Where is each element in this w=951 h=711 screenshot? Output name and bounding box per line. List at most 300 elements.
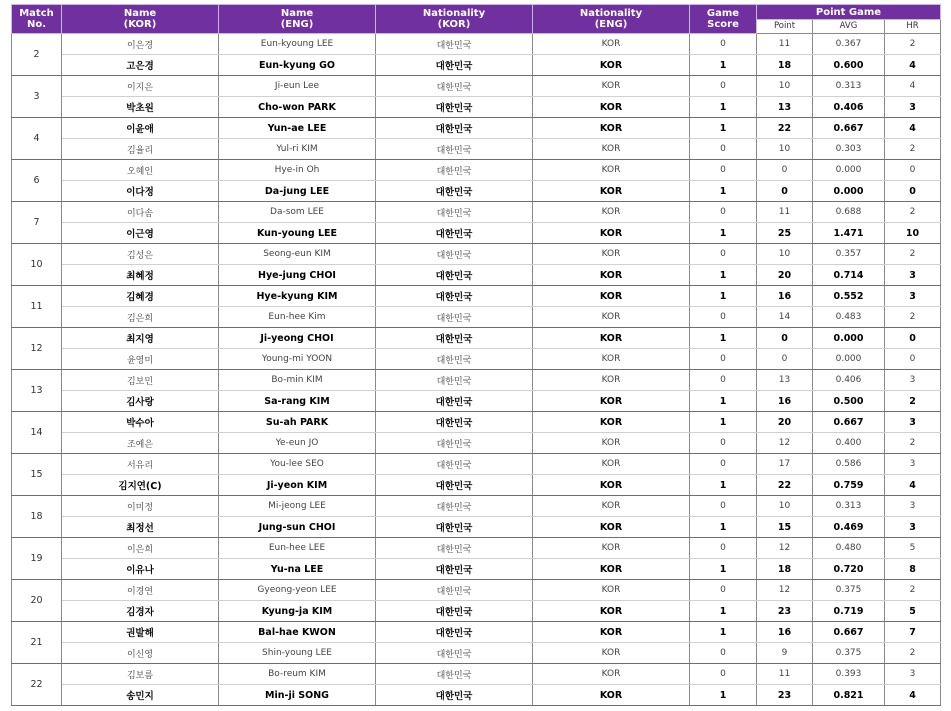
- cell-nationality-kor: 대한민국: [376, 202, 533, 223]
- cell-point: 13: [757, 97, 813, 118]
- cell-game-score: 1: [690, 622, 757, 643]
- cell-point: 16: [757, 622, 813, 643]
- cell-avg: 0.667: [813, 412, 885, 433]
- cell-hr: 10: [885, 223, 941, 244]
- cell-nationality-eng: KOR: [533, 97, 690, 118]
- cell-name-kor: 이은경: [62, 34, 219, 55]
- cell-nationality-eng: KOR: [533, 601, 690, 622]
- cell-avg: 0.000: [813, 160, 885, 181]
- table-row: [12, 97, 941, 118]
- cell-avg: 0.667: [813, 118, 885, 139]
- cell-name-kor: 이은희: [62, 538, 219, 559]
- cell-point: 20: [757, 412, 813, 433]
- cell-game-score: 0: [690, 244, 757, 265]
- cell-game-score: 1: [690, 118, 757, 139]
- cell-match-no: 4: [12, 118, 62, 160]
- cell-point: 12: [757, 538, 813, 559]
- cell-game-score: 1: [690, 412, 757, 433]
- cell-name-eng: Sa-rang KIM: [219, 391, 376, 412]
- table-row: [12, 580, 941, 601]
- cell-avg: 0.313: [813, 76, 885, 97]
- cell-nationality-eng: KOR: [533, 328, 690, 349]
- cell-point: 15: [757, 517, 813, 538]
- cell-nationality-eng: KOR: [533, 160, 690, 181]
- cell-point: 12: [757, 433, 813, 454]
- cell-name-kor: 고은경: [62, 55, 219, 76]
- cell-match-no: 11: [12, 286, 62, 328]
- cell-name-kor: 김율리: [62, 139, 219, 160]
- cell-name-kor: 최정선: [62, 517, 219, 538]
- cell-hr: 3: [885, 664, 941, 685]
- table-row: [12, 622, 941, 643]
- cell-name-kor: 김보름: [62, 664, 219, 685]
- cell-name-kor: 이윤애: [62, 118, 219, 139]
- cell-nationality-eng: KOR: [533, 223, 690, 244]
- cell-nationality-kor: 대한민국: [376, 391, 533, 412]
- cell-name-eng: Seong-eun KIM: [219, 244, 376, 265]
- cell-hr: 2: [885, 643, 941, 664]
- cell-avg: 0.000: [813, 181, 885, 202]
- cell-point: 18: [757, 55, 813, 76]
- cell-nationality-kor: 대한민국: [376, 181, 533, 202]
- table-row: [12, 328, 941, 349]
- cell-hr: 4: [885, 475, 941, 496]
- cell-nationality-kor: 대한민국: [376, 139, 533, 160]
- table-row: [12, 370, 941, 391]
- cell-name-eng: Da-som LEE: [219, 202, 376, 223]
- cell-hr: 2: [885, 580, 941, 601]
- cell-nationality-eng: KOR: [533, 307, 690, 328]
- cell-nationality-kor: 대한민국: [376, 622, 533, 643]
- table-row: [12, 391, 941, 412]
- cell-game-score: 0: [690, 433, 757, 454]
- cell-avg: 0.552: [813, 286, 885, 307]
- table-row: [12, 244, 941, 265]
- cell-avg: 0.600: [813, 55, 885, 76]
- cell-point: 0: [757, 328, 813, 349]
- cell-name-kor: 오혜인: [62, 160, 219, 181]
- table-row: [12, 286, 941, 307]
- cell-hr: 3: [885, 370, 941, 391]
- table-row: [12, 265, 941, 286]
- cell-name-eng: Shin-young LEE: [219, 643, 376, 664]
- cell-name-eng: You-lee SEO: [219, 454, 376, 475]
- cell-game-score: 1: [690, 559, 757, 580]
- cell-point: 16: [757, 391, 813, 412]
- cell-avg: 0.000: [813, 349, 885, 370]
- cell-point: 17: [757, 454, 813, 475]
- cell-nationality-kor: 대한민국: [376, 244, 533, 265]
- table-row: [12, 496, 941, 517]
- cell-point: 10: [757, 76, 813, 97]
- cell-game-score: 0: [690, 643, 757, 664]
- cell-game-score: 0: [690, 580, 757, 601]
- cell-match-no: 14: [12, 412, 62, 454]
- cell-nationality-eng: KOR: [533, 475, 690, 496]
- cell-name-kor: 조예은: [62, 433, 219, 454]
- cell-avg: 0.375: [813, 580, 885, 601]
- cell-avg: 0.303: [813, 139, 885, 160]
- table-row: [12, 538, 941, 559]
- cell-nationality-eng: KOR: [533, 118, 690, 139]
- cell-name-kor: 김은희: [62, 307, 219, 328]
- cell-point: 13: [757, 370, 813, 391]
- cell-hr: 2: [885, 34, 941, 55]
- table-row: [12, 118, 941, 139]
- cell-name-eng: Hye-kyung KIM: [219, 286, 376, 307]
- cell-name-kor: 윤영미: [62, 349, 219, 370]
- cell-nationality-kor: 대한민국: [376, 328, 533, 349]
- cell-game-score: 1: [690, 223, 757, 244]
- cell-nationality-kor: 대한민국: [376, 559, 533, 580]
- cell-game-score: 0: [690, 538, 757, 559]
- cell-name-eng: Eun-hee LEE: [219, 538, 376, 559]
- cell-point: 9: [757, 643, 813, 664]
- table-row: [12, 34, 941, 55]
- cell-avg: 0.357: [813, 244, 885, 265]
- cell-hr: 4: [885, 76, 941, 97]
- cell-point: 10: [757, 139, 813, 160]
- cell-nationality-eng: KOR: [533, 496, 690, 517]
- cell-game-score: 0: [690, 496, 757, 517]
- cell-nationality-kor: 대한민국: [376, 496, 533, 517]
- cell-nationality-kor: 대한민국: [376, 349, 533, 370]
- cell-name-eng: Yun-ae LEE: [219, 118, 376, 139]
- table-row: [12, 412, 941, 433]
- cell-nationality-eng: KOR: [533, 643, 690, 664]
- cell-nationality-kor: 대한민국: [376, 370, 533, 391]
- table-row: [12, 664, 941, 685]
- cell-nationality-eng: KOR: [533, 664, 690, 685]
- cell-avg: 0.688: [813, 202, 885, 223]
- cell-name-kor: 이다정: [62, 181, 219, 202]
- cell-game-score: 1: [690, 55, 757, 76]
- cell-hr: 2: [885, 244, 941, 265]
- cell-avg: 0.821: [813, 685, 885, 706]
- cell-avg: 0.667: [813, 622, 885, 643]
- cell-game-score: 0: [690, 139, 757, 160]
- cell-nationality-kor: 대한민국: [376, 685, 533, 706]
- cell-nationality-eng: KOR: [533, 370, 690, 391]
- cell-point: 23: [757, 601, 813, 622]
- table-row: [12, 139, 941, 160]
- cell-avg: 0.719: [813, 601, 885, 622]
- cell-name-kor: 서유리: [62, 454, 219, 475]
- table-row: [12, 685, 941, 706]
- cell-nationality-kor: 대한민국: [376, 307, 533, 328]
- cell-hr: 4: [885, 118, 941, 139]
- cell-game-score: 0: [690, 34, 757, 55]
- cell-name-eng: Hye-jung CHOI: [219, 265, 376, 286]
- header-avg: AVG: [813, 20, 885, 34]
- cell-nationality-eng: KOR: [533, 286, 690, 307]
- cell-game-score: 0: [690, 307, 757, 328]
- cell-name-kor: 김지연(C): [62, 475, 219, 496]
- cell-name-kor: 김경자: [62, 601, 219, 622]
- cell-avg: 0.480: [813, 538, 885, 559]
- table-row: [12, 349, 941, 370]
- cell-nationality-kor: 대한민국: [376, 55, 533, 76]
- cell-avg: 0.714: [813, 265, 885, 286]
- cell-hr: 2: [885, 202, 941, 223]
- cell-game-score: 0: [690, 202, 757, 223]
- cell-name-eng: Kun-young LEE: [219, 223, 376, 244]
- cell-name-kor: 송민지: [62, 685, 219, 706]
- cell-name-kor: 권발해: [62, 622, 219, 643]
- cell-name-eng: Eun-hee Kim: [219, 307, 376, 328]
- cell-point: 0: [757, 181, 813, 202]
- header-hr: HR: [885, 20, 941, 34]
- table-row: [12, 202, 941, 223]
- cell-name-kor: 이근영: [62, 223, 219, 244]
- cell-point: 25: [757, 223, 813, 244]
- header-nationality-kor: Nationality (KOR): [376, 5, 533, 34]
- cell-avg: 0.469: [813, 517, 885, 538]
- table-body: [12, 34, 941, 706]
- cell-point: 12: [757, 580, 813, 601]
- cell-avg: 0.313: [813, 496, 885, 517]
- cell-point: 20: [757, 265, 813, 286]
- cell-nationality-kor: 대한민국: [376, 97, 533, 118]
- cell-avg: 0.586: [813, 454, 885, 475]
- cell-name-eng: Ji-yeong CHOI: [219, 328, 376, 349]
- cell-game-score: 1: [690, 601, 757, 622]
- cell-nationality-kor: 대한민국: [376, 517, 533, 538]
- cell-game-score: 0: [690, 454, 757, 475]
- cell-nationality-kor: 대한민국: [376, 160, 533, 181]
- table-row: [12, 160, 941, 181]
- cell-name-kor: 김사랑: [62, 391, 219, 412]
- cell-hr: 2: [885, 139, 941, 160]
- table-row: [12, 454, 941, 475]
- cell-avg: 0.393: [813, 664, 885, 685]
- cell-nationality-kor: 대한민국: [376, 580, 533, 601]
- cell-avg: 0.400: [813, 433, 885, 454]
- cell-match-no: 6: [12, 160, 62, 202]
- cell-point: 11: [757, 664, 813, 685]
- cell-nationality-kor: 대한민국: [376, 475, 533, 496]
- cell-hr: 2: [885, 433, 941, 454]
- cell-nationality-kor: 대한민국: [376, 664, 533, 685]
- cell-match-no: 10: [12, 244, 62, 286]
- cell-name-eng: Eun-kyoung LEE: [219, 34, 376, 55]
- cell-name-kor: 이미정: [62, 496, 219, 517]
- cell-point: 23: [757, 685, 813, 706]
- cell-game-score: 0: [690, 349, 757, 370]
- cell-game-score: 1: [690, 181, 757, 202]
- cell-point: 0: [757, 160, 813, 181]
- cell-name-eng: Su-ah PARK: [219, 412, 376, 433]
- cell-hr: 4: [885, 55, 941, 76]
- cell-game-score: 1: [690, 286, 757, 307]
- cell-name-kor: 김성은: [62, 244, 219, 265]
- cell-name-eng: Kyung-ja KIM: [219, 601, 376, 622]
- header-match-no: Match No.: [12, 5, 62, 34]
- cell-name-kor: 김혜경: [62, 286, 219, 307]
- table-row: [12, 433, 941, 454]
- cell-nationality-kor: 대한민국: [376, 286, 533, 307]
- cell-avg: 0.406: [813, 370, 885, 391]
- cell-point: 14: [757, 307, 813, 328]
- cell-hr: 3: [885, 496, 941, 517]
- cell-name-eng: Hye-in Oh: [219, 160, 376, 181]
- cell-nationality-kor: 대한민국: [376, 433, 533, 454]
- cell-nationality-eng: KOR: [533, 433, 690, 454]
- cell-nationality-eng: KOR: [533, 265, 690, 286]
- cell-game-score: 1: [690, 97, 757, 118]
- cell-avg: 0.375: [813, 643, 885, 664]
- table-row: [12, 517, 941, 538]
- cell-nationality-kor: 대한민국: [376, 34, 533, 55]
- cell-match-no: 18: [12, 496, 62, 538]
- cell-nationality-kor: 대한민국: [376, 223, 533, 244]
- cell-match-no: 2: [12, 34, 62, 76]
- header-point-game: Point Game: [757, 5, 941, 20]
- cell-hr: 3: [885, 97, 941, 118]
- cell-game-score: 1: [690, 265, 757, 286]
- cell-nationality-kor: 대한민국: [376, 412, 533, 433]
- cell-name-eng: Da-jung LEE: [219, 181, 376, 202]
- table-row: [12, 76, 941, 97]
- cell-hr: 5: [885, 601, 941, 622]
- table-row: [12, 643, 941, 664]
- cell-name-eng: Ji-eun Lee: [219, 76, 376, 97]
- cell-nationality-eng: KOR: [533, 412, 690, 433]
- cell-point: 10: [757, 244, 813, 265]
- cell-name-eng: Bo-min KIM: [219, 370, 376, 391]
- cell-point: 22: [757, 475, 813, 496]
- cell-match-no: 20: [12, 580, 62, 622]
- cell-avg: 0.500: [813, 391, 885, 412]
- cell-name-kor: 박수아: [62, 412, 219, 433]
- cell-name-kor: 이지은: [62, 76, 219, 97]
- cell-hr: 7: [885, 622, 941, 643]
- cell-game-score: 0: [690, 664, 757, 685]
- cell-match-no: 3: [12, 76, 62, 118]
- cell-name-kor: 김보민: [62, 370, 219, 391]
- cell-hr: 0: [885, 349, 941, 370]
- cell-name-eng: Bo-reum KIM: [219, 664, 376, 685]
- cell-avg: 0.759: [813, 475, 885, 496]
- table-row: [12, 601, 941, 622]
- cell-name-kor: 이경연: [62, 580, 219, 601]
- cell-nationality-eng: KOR: [533, 244, 690, 265]
- cell-name-eng: Jung-sun CHOI: [219, 517, 376, 538]
- header-game-score: Game Score: [690, 5, 757, 34]
- table-row: [12, 55, 941, 76]
- cell-point: 11: [757, 202, 813, 223]
- cell-name-eng: Ye-eun JO: [219, 433, 376, 454]
- cell-nationality-eng: KOR: [533, 139, 690, 160]
- cell-hr: 0: [885, 181, 941, 202]
- cell-avg: 1.471: [813, 223, 885, 244]
- cell-nationality-eng: KOR: [533, 685, 690, 706]
- cell-nationality-kor: 대한민국: [376, 118, 533, 139]
- table-row: [12, 559, 941, 580]
- cell-match-no: 21: [12, 622, 62, 664]
- cell-nationality-eng: KOR: [533, 580, 690, 601]
- cell-hr: 8: [885, 559, 941, 580]
- cell-avg: 0.406: [813, 97, 885, 118]
- cell-name-kor: 박초원: [62, 97, 219, 118]
- cell-nationality-eng: KOR: [533, 517, 690, 538]
- cell-nationality-eng: KOR: [533, 181, 690, 202]
- cell-nationality-kor: 대한민국: [376, 265, 533, 286]
- cell-game-score: 1: [690, 685, 757, 706]
- cell-point: 18: [757, 559, 813, 580]
- cell-name-kor: 이유나: [62, 559, 219, 580]
- cell-nationality-eng: KOR: [533, 559, 690, 580]
- results-table-container: [11, 4, 941, 706]
- cell-game-score: 1: [690, 517, 757, 538]
- cell-nationality-kor: 대한민국: [376, 454, 533, 475]
- table-row: [12, 223, 941, 244]
- cell-name-eng: Ji-yeon KIM: [219, 475, 376, 496]
- table-row: [12, 307, 941, 328]
- cell-name-eng: Bal-hae KWON: [219, 622, 376, 643]
- cell-nationality-kor: 대한민국: [376, 643, 533, 664]
- cell-hr: 2: [885, 391, 941, 412]
- cell-nationality-eng: KOR: [533, 202, 690, 223]
- table-row: [12, 181, 941, 202]
- cell-hr: 2: [885, 307, 941, 328]
- cell-game-score: 1: [690, 475, 757, 496]
- table-row: [12, 475, 941, 496]
- cell-name-kor: 최혜정: [62, 265, 219, 286]
- cell-game-score: 0: [690, 76, 757, 97]
- cell-match-no: 12: [12, 328, 62, 370]
- cell-match-no: 22: [12, 664, 62, 706]
- cell-nationality-kor: 대한민국: [376, 76, 533, 97]
- cell-game-score: 1: [690, 391, 757, 412]
- header-name-kor: Name (KOR): [62, 5, 219, 34]
- cell-nationality-eng: KOR: [533, 349, 690, 370]
- cell-match-no: 19: [12, 538, 62, 580]
- cell-name-eng: Cho-won PARK: [219, 97, 376, 118]
- cell-nationality-eng: KOR: [533, 34, 690, 55]
- cell-point: 16: [757, 286, 813, 307]
- cell-avg: 0.367: [813, 34, 885, 55]
- cell-avg: 0.720: [813, 559, 885, 580]
- cell-hr: 3: [885, 265, 941, 286]
- cell-point: 10: [757, 496, 813, 517]
- cell-game-score: 0: [690, 160, 757, 181]
- cell-nationality-eng: KOR: [533, 622, 690, 643]
- cell-avg: 0.483: [813, 307, 885, 328]
- cell-game-score: 0: [690, 370, 757, 391]
- table-header: [12, 5, 941, 34]
- cell-name-eng: Yu-na LEE: [219, 559, 376, 580]
- header-nationality-eng: Nationality (ENG): [533, 5, 690, 34]
- cell-hr: 5: [885, 538, 941, 559]
- cell-name-eng: Yul-ri KIM: [219, 139, 376, 160]
- cell-match-no: 13: [12, 370, 62, 412]
- cell-avg: 0.000: [813, 328, 885, 349]
- cell-game-score: 1: [690, 328, 757, 349]
- header-point: Point: [757, 20, 813, 34]
- cell-nationality-kor: 대한민국: [376, 601, 533, 622]
- cell-hr: 0: [885, 160, 941, 181]
- cell-hr: 3: [885, 454, 941, 475]
- cell-nationality-eng: KOR: [533, 538, 690, 559]
- cell-match-no: 15: [12, 454, 62, 496]
- cell-name-eng: Mi-jeong LEE: [219, 496, 376, 517]
- cell-hr: 0: [885, 328, 941, 349]
- cell-nationality-eng: KOR: [533, 391, 690, 412]
- cell-point: 11: [757, 34, 813, 55]
- cell-match-no: 7: [12, 202, 62, 244]
- cell-name-eng: Min-ji SONG: [219, 685, 376, 706]
